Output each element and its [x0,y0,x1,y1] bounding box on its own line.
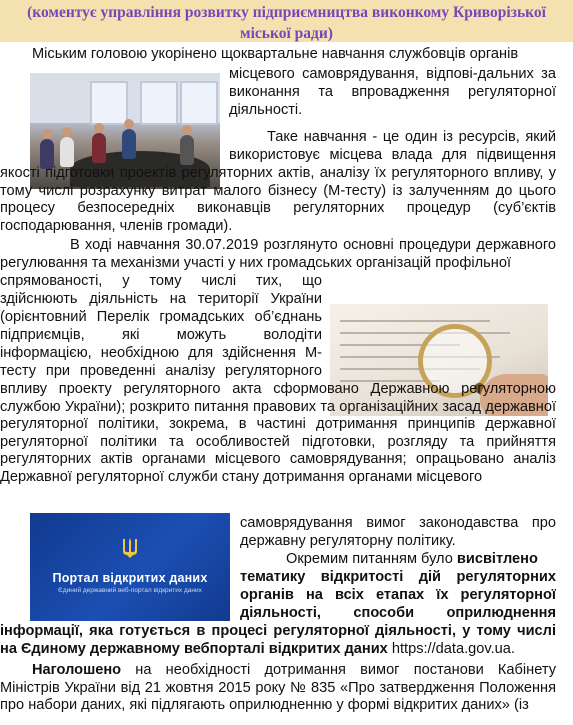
para1-line-3: виконання та впровадження регуляторної [229,84,556,100]
para3-line-5: інформацією, необхідною для здійснення М- [0,345,322,361]
header-line-1: (коментує управління розвитку підприємництва виконкому Криворізької [27,4,546,21]
header-banner [0,0,573,42]
para1-line-4: діяльності. [229,102,303,118]
para3-line-2: здійснюють діяльність на території України [0,291,322,307]
para3-line-4: підприємців, які можуть володіти [0,327,322,343]
para4-lead: Окремим питанням було [286,551,457,567]
para4-bold-body: інформації, яка готується в процесі регуляторної діяльності, у тому числі на Єдиному державному вебпорталі відкритих даних [0,623,556,657]
article-body [0,46,556,725]
para3-tail-2: державну регуляторну політику. [240,533,456,549]
para4-first-line [286,551,538,569]
open-data-portal-banner [30,513,230,621]
header-line-2: міської ради) [240,25,333,42]
para5 [0,662,556,715]
para4-bold-start: висвітлено [456,551,538,567]
para4-line-3: органів на всіх етапах їх регуляторної [240,587,556,603]
para1-line-2: місцевого самоврядування, відпові-дальних за [229,66,556,82]
portal-subtitle: Єдиний державний веб-портал відкритих даних [58,587,202,594]
para1-first-line: Міським головою укорінено щоквартальне навчання службовців органів [32,46,519,62]
portal-title: Портал відкритих даних [52,571,208,585]
trident-icon [122,537,138,559]
para2-line-2: використовує місцева влада для підвищення [229,147,556,163]
para3-tail-1: самоврядування вимог законодавства про [240,515,556,531]
para3-line-3: (орієнтовний Перелік громадських об’єднань [0,309,322,325]
para3-line-6: тесту при проведенні аналізу регуляторного [0,363,322,379]
open-data-url: https://data.gov.ua. [387,640,515,657]
para5-text: на необхідності дотримання вимог постанови Кабінету Міністрів України від 21 жовтня 2015 року № 835 «Про затвердження Положення про набори даних, які підлягають оприлюдненню у формі відкритих даних» (із [0,662,556,714]
para4-body [0,623,556,658]
para3-line-1: спрямованості, у тому числі тих, що [0,273,322,289]
para3-body: впливу проекту регуляторного акта сформовано Державною регуляторною службою України); розкрито питання правових та організаційних засад державної регуляторної політики, зокрема, в частині дотримання принципів державної регуляторної політики та особливостей підготовки, розгляду та прийняття регуляторних актів органами місцевого самоврядування; опрацьовано аналіз Державної регуляторної служби стану дотримання органами місцевого [0,381,556,485]
para5-bold: Наголошено [32,662,122,678]
para3-intro: В ході навчання 30.07.2019 розглянуто основні процедури державного регулювання та механізми участі у них громадських організацій профільної [0,237,556,271]
para4-line-2: тематику відкритості дій регуляторних [240,569,556,585]
para2-body: якості підготовки проектів регуляторних актів, аналізу їх регуляторного впливу, у тому числі розрахунку витрат малого бізнесу (М-тесту) із залученням до цього процесу безпосередніх виконавців регуляторних процедур (суб’єктів господарювання, членів громади). [0,165,556,234]
para4-line-4: діяльності, способи оприлюднення [240,605,556,621]
para2-line-1: Таке навчання - це один із ресурсів, який [267,129,556,145]
